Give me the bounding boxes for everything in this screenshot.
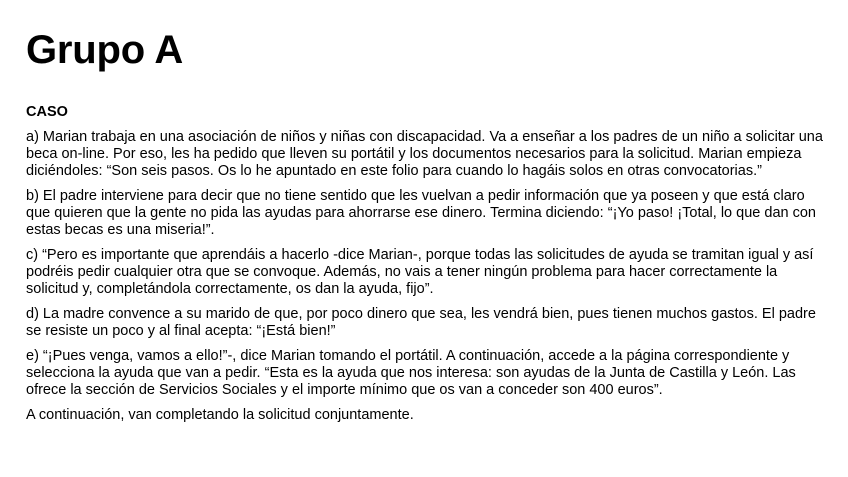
section-heading: CASO — [26, 104, 68, 120]
paragraph-b: b) El padre interviene para decir que no tiene sentido que les vuelvan a pedir información que ya poseen y que está claro que quieren que la gente no pida las ayudas para ahorrarse ese dinero. Termina diciendo: “¡Yo paso! ¡Total, lo que dan con estas becas es una miseria!”. — [26, 188, 816, 238]
paragraph-c: c) “Pero es importante que aprendáis a hacerlo -dice Marian-, porque todas las solicitudes de ayuda se tramitan igual y así podréis pedir cualquier otra que se convoque. Además, no vais a tener ningún problema para hacer correctamente la solicitud y, completándola correctamente, os dan la ayuda, fijo”. — [26, 247, 814, 297]
paragraph-a: a) Marian trabaja en una asociación de niños y niñas con discapacidad. Va a enseñar a los padres de un niño a solicitar una beca on-line. Por eso, les ha pedido que lleven su portátil y los documentos necesarios para la solicitud. Marian empieza diciéndoles: “Son seis pasos. Os lo he apuntado en este folio para cuando lo hagáis solos en otras convocatorias.” — [26, 129, 823, 179]
paragraph-d: d) La madre convence a su marido de que, por poco dinero que sea, les vendrá bien, pues tienen muchos gastos. El padre se resiste un poco y al final acepta: “¡Está bien!” — [26, 306, 816, 339]
page-title: Grupo A — [26, 28, 184, 72]
paragraph-e: e) “¡Pues venga, vamos a ello!”-, dice Marian tomando el portátil. A continuación, accede a la página correspondiente y selecciona la ayuda que van a pedir. “Esta es la ayuda que nos interesa: son ayudas de la Junta de Castilla y León. Las ofrece la sección de Servicios Sociales y el importe mínimo que os van a conceder son 400 euros”. — [26, 348, 796, 398]
paragraph-closing: A continuación, van completando la solicitud conjuntamente. — [26, 407, 414, 423]
